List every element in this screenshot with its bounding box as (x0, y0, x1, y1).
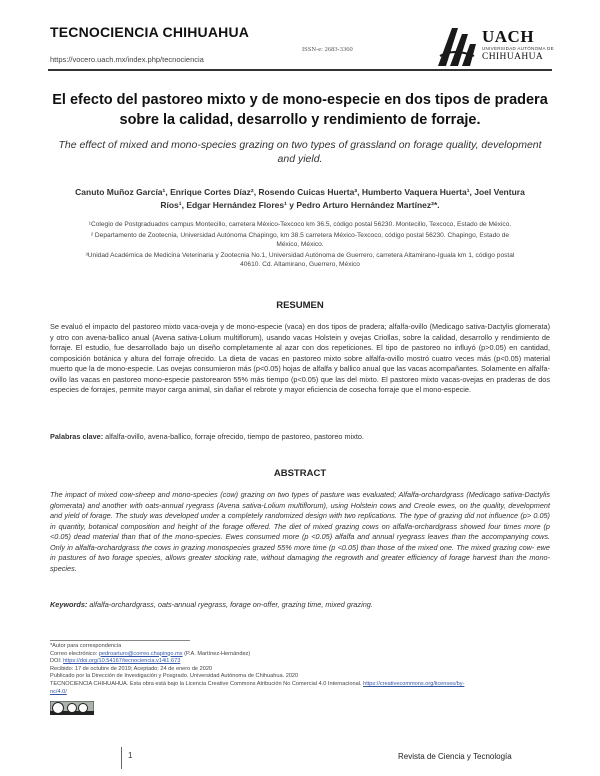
email-prefix: Correo electrónico: (50, 650, 99, 657)
abstract-heading: ABSTRACT (273, 468, 327, 479)
resumen-heading: RESUMEN (276, 300, 324, 311)
email-link[interactable]: pedroarturo@correo.chapingo.mx (98, 650, 183, 657)
page-number: 1 (128, 751, 133, 760)
footnote-rule (50, 640, 190, 641)
footnotes (50, 643, 470, 696)
keywords (50, 600, 550, 611)
affiliation-2: ² Departamento de Zootecnia, Universidad Autónoma Chapingo, km 38.5 carretera México-Texcoco, código postal 56230. Chapingo, Estado de México, México. (90, 231, 510, 248)
license-line (50, 681, 470, 696)
logo-name: UACH (482, 27, 535, 46)
abstract-text: The impact of mixed cow-sheep and mono-species (cow) grazing on two types of pasture was evaluated; Alfalfa-orchardgrass (Medicago sativa-Dactylis glomerata) and another with oats-annual ryegrass (Avena sativa-Lolium multiflorum), using Holstein cows and Creole ewes, on the quality, development and yield of forage. The study was developed under a completely randomized design with two replications. The type of grazing did not influence (p> 0.05) in quantity, botanical composition and height of the forage offered. The diet of mixed grazing cows on alfalfa-orchardgrass showed four times more (p <0.05) dead material than that of the mono-species. Ewes consumed more (p <0.05) alfalfa and annual ryegrass leaves than the accompanying cows. Only in alfalfa-orchardgrass the cows in grazing monospecies grazed 55% more time (p <0.05) than those of the mixed one. The mixed grazing cow- ewe in pastures of two forage species, allows greater stocking rate, without damaging the regrowth and greater efficiency of forage harvest than the mono-species. (50, 490, 550, 573)
affiliations (80, 220, 520, 271)
palabras-clave (50, 432, 550, 443)
doi-line (50, 658, 470, 666)
cc-by-nc-badge-icon[interactable] (50, 701, 94, 715)
dates-line: Recibido: 17 de octubre de 2019; Aceptado: 24 de enero de 2020 (50, 665, 213, 672)
title-english: The effect of mixed and mono-species grazing on two types of grassland on forage quality, development and yield. (58, 139, 542, 165)
affiliation-3: ³Unidad Académica de Medicina Veterinaria y Zootecnia No.1, Universidad Autónoma de Guerrero, carretera Altamirano-Iguala km 1, código postal 40610. Cd. Altamirano, Guerrero, México (85, 251, 515, 268)
logo-subtitle: UNIVERSIDAD AUTÓNOMA DE (482, 46, 554, 51)
journal-name: TECNOCIENCIA CHIHUAHUA (50, 24, 250, 40)
footer-journal: Revista de Ciencia y Tecnología (398, 752, 512, 761)
issn: ISSN-e: 2683-3360 (302, 46, 353, 53)
palabras-clave-text: alfalfa-ovillo, avena-ballico, forraje ofrecido, tiempo de pastoreo, pastoreo mixto. (103, 432, 364, 441)
authors: Canuto Muñoz García¹, Enrique Cortes Díaz², Rosendo Cuicas Huerta³, Humberto Vaquera Huerta¹, Joel Ventura Ríos¹, Edgar Hernández Flores¹ y Pedro Arturo Hernández Martínez²*. (75, 187, 525, 210)
keywords-label: Keywords: (50, 600, 88, 609)
email-line (50, 651, 470, 659)
license-text: TECNOCIENCIA CHIHUAHUA. Esta obra está bajo la Licencia Creative Commons Atribución No Comercial 4.0 Internacional. (50, 680, 364, 687)
palabras-clave-label: Palabras clave: (50, 432, 104, 441)
logo-subtitle-2: CHIHUAHUA (482, 52, 544, 62)
corresponding-note: *Autor para correspondencia (50, 643, 122, 649)
keywords-text: alfalfa-orchardgrass, oats-annual ryegrass, forage on-offer, grazing time, mixed grazing. (87, 600, 373, 609)
title-spanish: El efecto del pastoreo mixto y de mono-especie en dos tipos de pradera sobre la calidad, desarrollo y rendimiento de forraje. (52, 92, 548, 128)
published-line: Publicado por la Dirección de Investigación y Posgrado. Universidad Autónoma de Chihuahua. 2020 (50, 673, 299, 680)
doi-prefix: DOI: (50, 658, 64, 665)
affiliation-1: ¹Colegio de Postgraduados campus Montecillo, carretera México-Texcoco km 36.5, código postal 56230. Montecillo, Texcoco, Estado de México. (88, 221, 512, 228)
email-suffix: (P.A. Martínez-Hernández) (182, 650, 251, 657)
license-link[interactable]: https://creativecommons.org/licenses/by-nc/4.0/ (50, 680, 465, 695)
journal-url[interactable]: https://vocero.uach.mx/index.php/tecnociencia (50, 55, 204, 64)
doi-link[interactable]: https://doi.org/10.54167/tecnociencia.v14i1.673 (63, 658, 181, 665)
resumen-text: Se evaluó el impacto del pastoreo mixto vaca-oveja y de mono-especie (vaca) en dos tipos de pradera; alfalfa-ovillo (Medicago sativa-Dactylis glomerata) y otro con avena-ballico anual (Avena sativa-Lolium multiflorum), usando vacas Holstein y ovejas Criollas, sobre la calidad, desarrollo y rendimiento de forraje. El estudio, fue desarrollado bajo un diseño completamente al azar con dos repeticiones. El tipo de pastoreo no influyó (p>0.05) en cantidad, composición botánica y altura del forraje ofrecido. La dieta de vacas en pastoreo mixto sobre alfalfa-ovillo mostró cuatro veces más (p<0.05) material muerto que la de mono-especie. Las ovejas consumieron más (p<0.05) hojas de alfalfa y ballico anual que las vacas acompañantes. Solamente en alfalfa-ovillo las vacas en pastoreo mono-especie pastorearon 55% más tiempo (p<0.05) que las del mixto. El pastoreo mixto vacas-ovejas en praderas de dos especies de forrajes, permite mayor carga animal, sin dañar el rebrote y mayor eficiencia de cosecha forraje que el mono-especie. (50, 322, 550, 394)
header-rule (48, 69, 552, 71)
footer-divider (121, 747, 122, 769)
